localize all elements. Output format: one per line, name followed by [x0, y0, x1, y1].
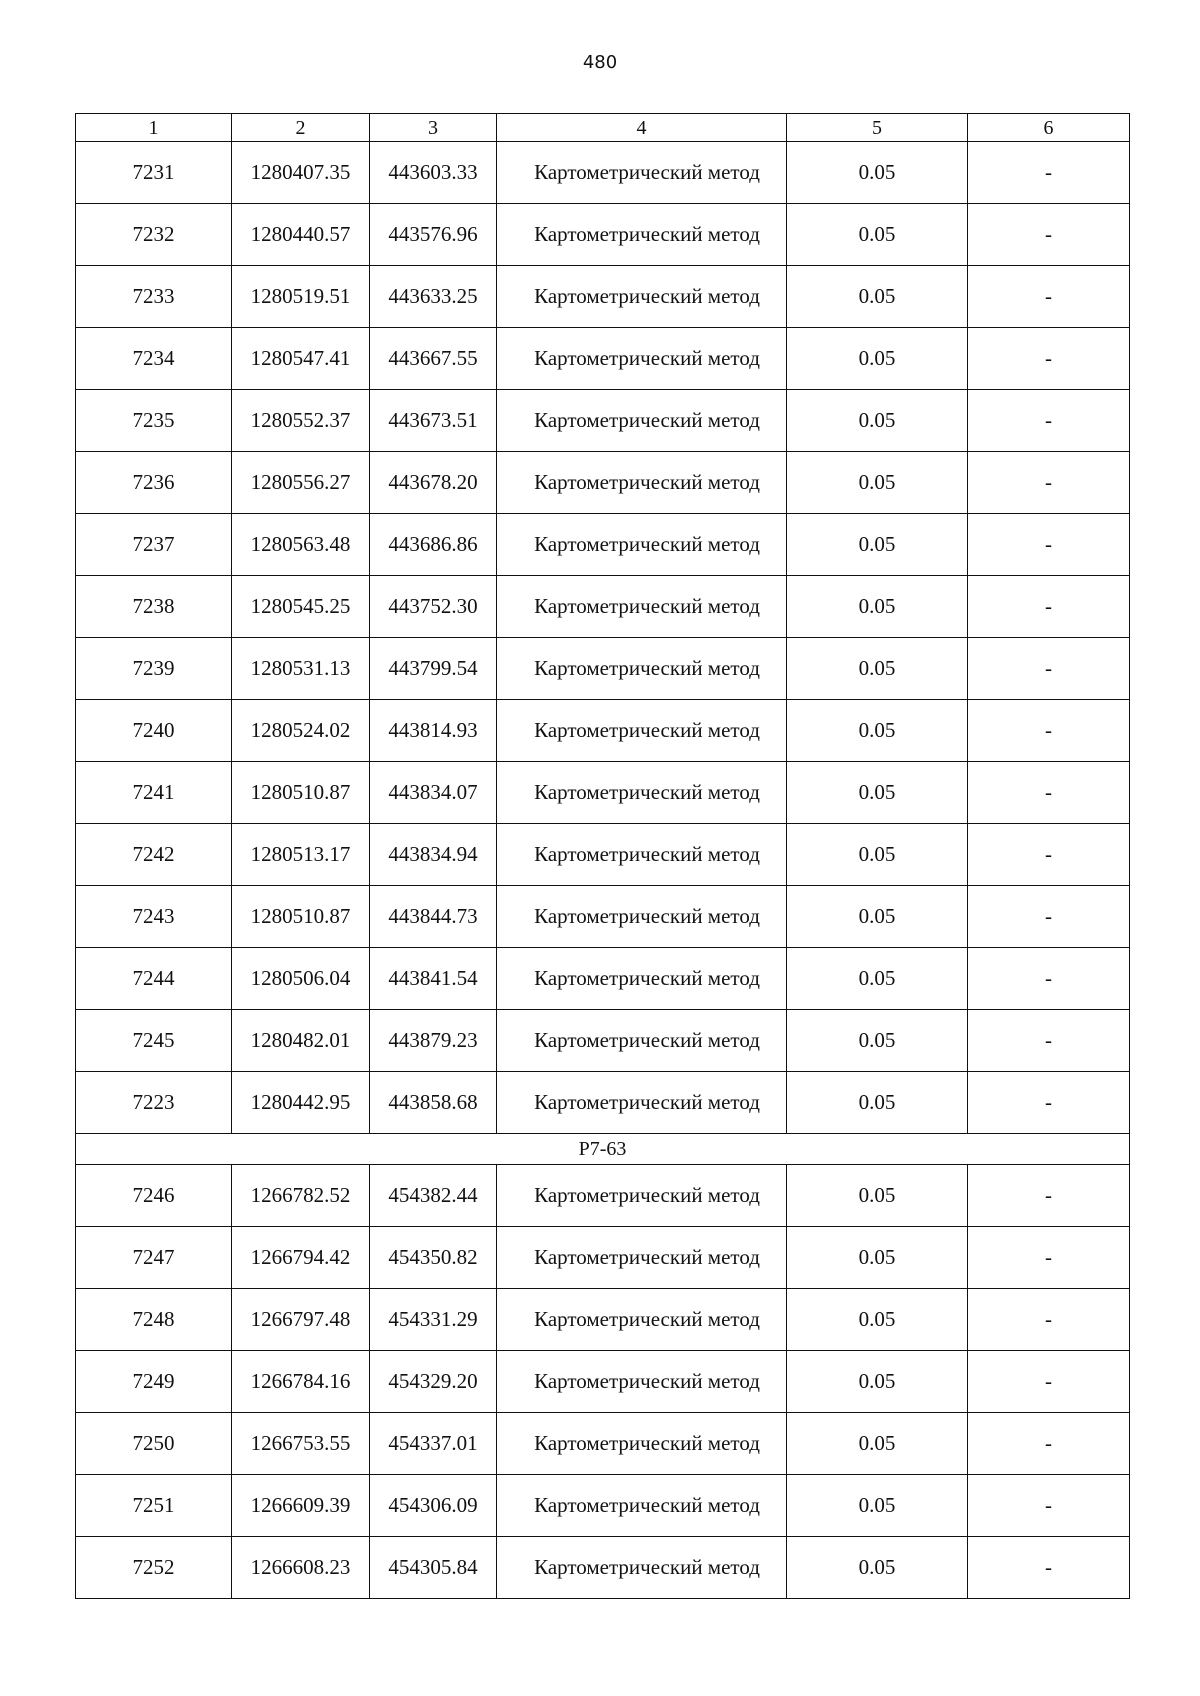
x-coordinate-cell: 1266608.23	[232, 1537, 370, 1599]
method-cell: Картометрический метод	[497, 266, 787, 328]
description-cell: -	[968, 204, 1130, 266]
method-cell: Картометрический метод	[497, 1351, 787, 1413]
page-number: 480	[582, 52, 618, 73]
point-number-cell: 7243	[76, 886, 232, 948]
description-cell: -	[968, 142, 1130, 204]
y-coordinate-cell: 454382.44	[370, 1165, 497, 1227]
table-row	[76, 824, 1130, 886]
x-coordinate-cell: 1280513.17	[232, 824, 370, 886]
description-cell: -	[968, 948, 1130, 1010]
section-label: Р7-63	[76, 1134, 1130, 1165]
x-coordinate-cell: 1280407.35	[232, 142, 370, 204]
table-row	[76, 514, 1130, 576]
x-coordinate-cell: 1280563.48	[232, 514, 370, 576]
description-cell: -	[968, 1072, 1130, 1134]
x-coordinate-cell: 1280524.02	[232, 700, 370, 762]
method-cell: Картометрический метод	[497, 514, 787, 576]
description-cell: -	[968, 390, 1130, 452]
method-cell: Картометрический метод	[497, 328, 787, 390]
method-cell: Картометрический метод	[497, 576, 787, 638]
point-number-cell: 7245	[76, 1010, 232, 1072]
table-row	[76, 1227, 1130, 1289]
table-row	[76, 204, 1130, 266]
y-coordinate-cell: 454337.01	[370, 1413, 497, 1475]
description-cell: -	[968, 700, 1130, 762]
method-cell: Картометрический метод	[497, 390, 787, 452]
description-cell: -	[968, 576, 1130, 638]
y-coordinate-cell: 454306.09	[370, 1475, 497, 1537]
method-cell: Картометрический метод	[497, 452, 787, 514]
accuracy-cell: 0.05	[787, 948, 968, 1010]
x-coordinate-cell: 1280510.87	[232, 886, 370, 948]
point-number-cell: 7241	[76, 762, 232, 824]
table-row	[76, 638, 1130, 700]
point-number-cell: 7236	[76, 452, 232, 514]
description-cell: -	[968, 1413, 1130, 1475]
point-number-cell: 7250	[76, 1413, 232, 1475]
y-coordinate-cell: 443834.07	[370, 762, 497, 824]
method-cell: Картометрический метод	[497, 1165, 787, 1227]
x-coordinate-cell: 1266609.39	[232, 1475, 370, 1537]
x-coordinate-cell: 1280510.87	[232, 762, 370, 824]
description-cell: -	[968, 1165, 1130, 1227]
accuracy-cell: 0.05	[787, 700, 968, 762]
method-cell: Картометрический метод	[497, 142, 787, 204]
coordinates-table	[75, 113, 1130, 1599]
y-coordinate-cell: 443603.33	[370, 142, 497, 204]
x-coordinate-cell: 1280506.04	[232, 948, 370, 1010]
section-row	[76, 1134, 1130, 1165]
table-row	[76, 1165, 1130, 1227]
table-body	[76, 114, 1130, 1599]
table-row	[76, 1475, 1130, 1537]
accuracy-cell: 0.05	[787, 1537, 968, 1599]
header-cell: 4	[497, 114, 787, 142]
y-coordinate-cell: 443844.73	[370, 886, 497, 948]
description-cell: -	[968, 638, 1130, 700]
x-coordinate-cell: 1280545.25	[232, 576, 370, 638]
table-row	[76, 762, 1130, 824]
accuracy-cell: 0.05	[787, 1227, 968, 1289]
y-coordinate-cell: 454350.82	[370, 1227, 497, 1289]
table-row	[76, 576, 1130, 638]
accuracy-cell: 0.05	[787, 1475, 968, 1537]
y-coordinate-cell: 454305.84	[370, 1537, 497, 1599]
header-cell: 3	[370, 114, 497, 142]
x-coordinate-cell: 1266753.55	[232, 1413, 370, 1475]
method-cell: Картометрический метод	[497, 824, 787, 886]
x-coordinate-cell: 1280556.27	[232, 452, 370, 514]
header-row	[76, 114, 1130, 142]
table-row	[76, 142, 1130, 204]
point-number-cell: 7252	[76, 1537, 232, 1599]
description-cell: -	[968, 1010, 1130, 1072]
accuracy-cell: 0.05	[787, 576, 968, 638]
point-number-cell: 7244	[76, 948, 232, 1010]
table-row	[76, 1072, 1130, 1134]
header-cell: 6	[968, 114, 1130, 142]
accuracy-cell: 0.05	[787, 266, 968, 328]
accuracy-cell: 0.05	[787, 1289, 968, 1351]
y-coordinate-cell: 443799.54	[370, 638, 497, 700]
description-cell: -	[968, 514, 1130, 576]
method-cell: Картометрический метод	[497, 1227, 787, 1289]
x-coordinate-cell: 1280440.57	[232, 204, 370, 266]
accuracy-cell: 0.05	[787, 142, 968, 204]
point-number-cell: 7223	[76, 1072, 232, 1134]
x-coordinate-cell: 1280482.01	[232, 1010, 370, 1072]
y-coordinate-cell: 443752.30	[370, 576, 497, 638]
description-cell: -	[968, 328, 1130, 390]
method-cell: Картометрический метод	[497, 204, 787, 266]
point-number-cell: 7237	[76, 514, 232, 576]
table-row	[76, 948, 1130, 1010]
method-cell: Картометрический метод	[497, 1072, 787, 1134]
accuracy-cell: 0.05	[787, 204, 968, 266]
description-cell: -	[968, 1289, 1130, 1351]
table-row	[76, 1537, 1130, 1599]
x-coordinate-cell: 1280442.95	[232, 1072, 370, 1134]
accuracy-cell: 0.05	[787, 824, 968, 886]
description-cell: -	[968, 1351, 1130, 1413]
accuracy-cell: 0.05	[787, 1072, 968, 1134]
accuracy-cell: 0.05	[787, 762, 968, 824]
method-cell: Картометрический метод	[497, 886, 787, 948]
method-cell: Картометрический метод	[497, 1475, 787, 1537]
header-cell: 2	[232, 114, 370, 142]
y-coordinate-cell: 454329.20	[370, 1351, 497, 1413]
y-coordinate-cell: 443678.20	[370, 452, 497, 514]
y-coordinate-cell: 443858.68	[370, 1072, 497, 1134]
description-cell: -	[968, 1537, 1130, 1599]
accuracy-cell: 0.05	[787, 452, 968, 514]
table-row	[76, 328, 1130, 390]
point-number-cell: 7246	[76, 1165, 232, 1227]
y-coordinate-cell: 443576.96	[370, 204, 497, 266]
table-row	[76, 1351, 1130, 1413]
method-cell: Картометрический метод	[497, 948, 787, 1010]
point-number-cell: 7234	[76, 328, 232, 390]
table-row	[76, 700, 1130, 762]
y-coordinate-cell: 443834.94	[370, 824, 497, 886]
table-row	[76, 452, 1130, 514]
accuracy-cell: 0.05	[787, 638, 968, 700]
header-cell: 5	[787, 114, 968, 142]
method-cell: Картометрический метод	[497, 762, 787, 824]
y-coordinate-cell: 443667.55	[370, 328, 497, 390]
description-cell: -	[968, 266, 1130, 328]
point-number-cell: 7240	[76, 700, 232, 762]
accuracy-cell: 0.05	[787, 1351, 968, 1413]
point-number-cell: 7242	[76, 824, 232, 886]
description-cell: -	[968, 1475, 1130, 1537]
table-row	[76, 266, 1130, 328]
point-number-cell: 7238	[76, 576, 232, 638]
description-cell: -	[968, 824, 1130, 886]
method-cell: Картометрический метод	[497, 638, 787, 700]
x-coordinate-cell: 1266794.42	[232, 1227, 370, 1289]
y-coordinate-cell: 443633.25	[370, 266, 497, 328]
x-coordinate-cell: 1280547.41	[232, 328, 370, 390]
accuracy-cell: 0.05	[787, 886, 968, 948]
header-cell: 1	[76, 114, 232, 142]
table-row	[76, 1413, 1130, 1475]
accuracy-cell: 0.05	[787, 1165, 968, 1227]
y-coordinate-cell: 443814.93	[370, 700, 497, 762]
x-coordinate-cell: 1266784.16	[232, 1351, 370, 1413]
point-number-cell: 7231	[76, 142, 232, 204]
accuracy-cell: 0.05	[787, 390, 968, 452]
method-cell: Картометрический метод	[497, 1289, 787, 1351]
point-number-cell: 7239	[76, 638, 232, 700]
table-row	[76, 390, 1130, 452]
x-coordinate-cell: 1266782.52	[232, 1165, 370, 1227]
point-number-cell: 7249	[76, 1351, 232, 1413]
point-number-cell: 7232	[76, 204, 232, 266]
y-coordinate-cell: 443841.54	[370, 948, 497, 1010]
point-number-cell: 7233	[76, 266, 232, 328]
x-coordinate-cell: 1280531.13	[232, 638, 370, 700]
y-coordinate-cell: 443879.23	[370, 1010, 497, 1072]
method-cell: Картометрический метод	[497, 700, 787, 762]
table-row	[76, 1289, 1130, 1351]
method-cell: Картометрический метод	[497, 1413, 787, 1475]
point-number-cell: 7235	[76, 390, 232, 452]
method-cell: Картометрический метод	[497, 1537, 787, 1599]
y-coordinate-cell: 443673.51	[370, 390, 497, 452]
x-coordinate-cell: 1280519.51	[232, 266, 370, 328]
x-coordinate-cell: 1280552.37	[232, 390, 370, 452]
y-coordinate-cell: 443686.86	[370, 514, 497, 576]
accuracy-cell: 0.05	[787, 1010, 968, 1072]
accuracy-cell: 0.05	[787, 328, 968, 390]
y-coordinate-cell: 454331.29	[370, 1289, 497, 1351]
description-cell: -	[968, 452, 1130, 514]
accuracy-cell: 0.05	[787, 514, 968, 576]
x-coordinate-cell: 1266797.48	[232, 1289, 370, 1351]
table-row	[76, 886, 1130, 948]
table-row	[76, 1010, 1130, 1072]
point-number-cell: 7247	[76, 1227, 232, 1289]
method-cell: Картометрический метод	[497, 1010, 787, 1072]
point-number-cell: 7248	[76, 1289, 232, 1351]
description-cell: -	[968, 886, 1130, 948]
accuracy-cell: 0.05	[787, 1413, 968, 1475]
description-cell: -	[968, 1227, 1130, 1289]
point-number-cell: 7251	[76, 1475, 232, 1537]
description-cell: -	[968, 762, 1130, 824]
